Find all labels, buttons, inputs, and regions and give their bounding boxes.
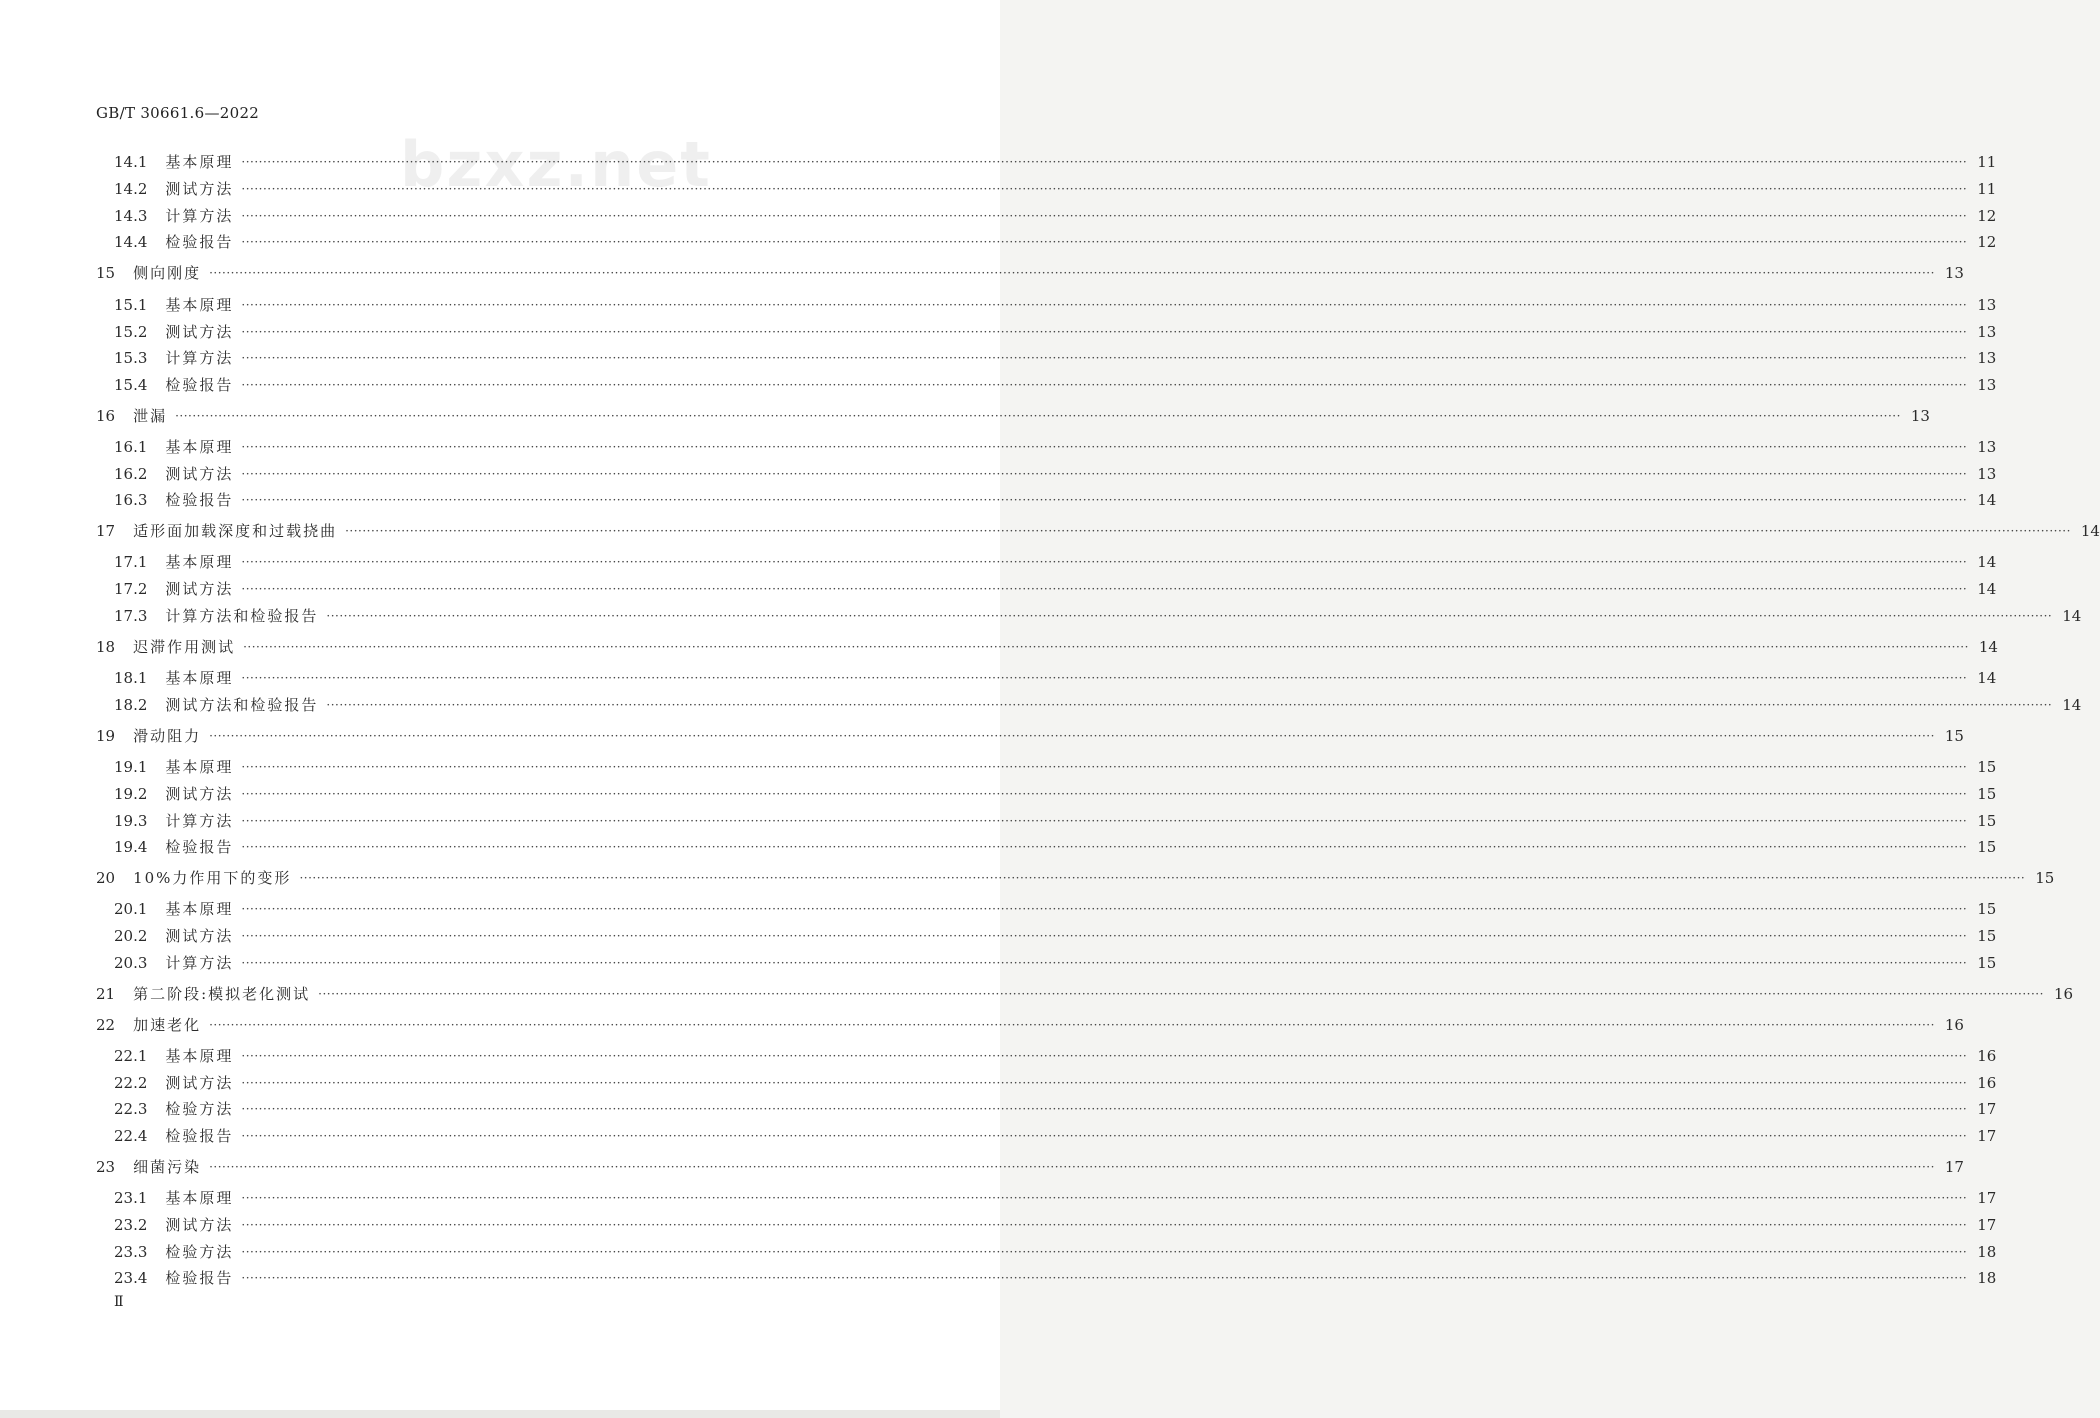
toc-entry[interactable] [96,636,1998,658]
toc-entry-number: 22.1 [114,1047,148,1065]
toc-entry-title: 测试方法 [165,1216,234,1234]
toc-entry-page-number: 15 [1944,727,1964,745]
toc-entry[interactable] [114,231,1997,253]
toc-dot-leader: ················································································································································································································································································································································································································ [241,840,1968,854]
toc-entry[interactable] [114,1098,1997,1120]
toc-entry-number: 23.4 [114,1269,148,1287]
toc-dot-leader: ················································································································································································································································································································································································································ [241,1102,1968,1116]
toc-entry-number: 15 [96,264,116,282]
toc-entry-title: 适形面加载深度和过载挠曲 [133,522,338,540]
toc-entry[interactable] [114,374,1997,396]
toc-dot-leader: ················································································································································································································································································································································································································ [241,209,1968,223]
toc-entry-page-number: 15 [1977,785,1997,803]
toc-entry-page-number: 17 [1977,1127,1997,1145]
toc-entry[interactable] [114,1045,1997,1067]
toc-dot-leader: ················································································································································································································································································································································································································ [318,987,2044,1001]
toc-entry[interactable] [96,867,2055,889]
toc-entry-number: 23.2 [114,1216,148,1234]
toc-entry-page-number: 14 [1977,669,1997,687]
toc-entry-title: 测试方法 [165,927,234,945]
toc-dot-leader: ················································································································································································································································································································································································································ [241,1129,1968,1143]
toc-entry[interactable] [114,436,1997,458]
toc-entry-page-number: 14 [1977,553,1997,571]
toc-dot-leader: ················································································································································································································································································································································································································ [241,1271,1968,1285]
toc-entry-number: 14.2 [114,180,148,198]
toc-entry[interactable] [114,756,1997,778]
toc-dot-leader: ················································································································································································································································································································································································································ [241,1076,1968,1090]
toc-entry[interactable] [114,925,1997,947]
toc-entry-title: 计算方法和检验报告 [165,607,319,625]
toc-entry[interactable] [114,489,1997,511]
toc-entry[interactable] [96,1014,1964,1036]
toc-entry-title: 检验报告 [165,838,234,856]
toc-entry-page-number: 17 [1977,1216,1997,1234]
toc-entry-title: 细菌污染 [133,1158,202,1176]
toc-entry[interactable] [114,1241,1997,1263]
toc-dot-leader: ················································································································································································································································································································································································································ [241,582,1968,596]
toc-entry-page-number: 15 [1977,900,1997,918]
toc-entry-page-number: 13 [1910,407,1930,425]
toc-entry-number: 20.2 [114,927,148,945]
toc-dot-leader: ················································································································································································································································································································································································································ [175,409,1901,423]
toc-entry-title: 基本原理 [165,900,234,918]
toc-entry-title: 测试方法 [165,1074,234,1092]
toc-dot-leader: ················································································································································································································································································································································································································ [241,760,1968,774]
toc-entry-page-number: 13 [1977,323,1997,341]
toc-dot-leader: ················································································································································································································································································································································································································ [241,902,1968,916]
watermark-text: bzxz.net [400,128,712,201]
toc-entry-number: 17.2 [114,580,148,598]
toc-entry-page-number: 17 [1977,1189,1997,1207]
toc-entry[interactable] [114,898,1997,920]
toc-entry-title: 迟滞作用测试 [133,638,236,656]
toc-dot-leader: ················································································································································································································································································································································································································ [241,956,1968,970]
toc-entry[interactable] [114,1214,1997,1236]
toc-entry-page-number: 13 [1977,376,1997,394]
toc-entry-number: 15.1 [114,296,148,314]
toc-entry[interactable] [114,551,1997,573]
toc-entry[interactable] [114,578,1997,600]
toc-entry-number: 14.3 [114,207,148,225]
toc-entry-page-number: 15 [1977,812,1997,830]
toc-entry-number: 16.2 [114,465,148,483]
toc-dot-leader: ················································································································································································································································································································································································································ [241,440,1968,454]
toc-dot-leader: ················································································································································································································································································································································································································ [241,1049,1968,1063]
toc-entry-number: 20.3 [114,954,148,972]
toc-entry-number: 16.1 [114,438,148,456]
toc-entry-page-number: 14 [1977,491,1997,509]
toc-dot-leader: ················································································································································································································································································································································································································ [345,524,2071,538]
toc-entry-title: 检验报告 [165,376,234,394]
toc-entry-title: 滑动阻力 [133,727,202,745]
toc-entry[interactable] [114,321,1997,343]
toc-entry-number: 14.1 [114,153,148,171]
toc-entry-title: 基本原理 [165,553,234,571]
toc-entry-number: 18.1 [114,669,148,687]
toc-entry-title: 测试方法 [165,785,234,803]
toc-entry-number: 22.3 [114,1100,148,1118]
toc-dot-leader: ················································································································································································································································································································································································································ [209,729,1935,743]
toc-entry-page-number: 13 [1977,349,1997,367]
toc-dot-leader: ················································································································································································································································································································································································································ [209,266,1935,280]
toc-entry-number: 19.1 [114,758,148,776]
page-bottom-edge [0,1410,1000,1418]
toc-entry[interactable] [114,151,1997,173]
toc-dot-leader: ················································································································································································································································································································································································································ [299,871,2026,885]
toc-entry-page-number: 15 [1977,758,1997,776]
toc-entry-page-number: 14 [2062,696,2082,714]
toc-dot-leader: ················································································································································································································································································································································································································ [241,671,1968,685]
toc-entry[interactable] [114,836,1997,858]
toc-entry-page-number: 17 [1944,1158,1964,1176]
toc-entry-number: 16.3 [114,491,148,509]
page-number-footer: Ⅱ [114,1294,124,1310]
toc-entry-page-number: 11 [1977,180,1997,198]
toc-entry-number: 19.2 [114,785,148,803]
toc-dot-leader: ················································································································································································································································································································································································································ [243,640,1969,654]
toc-entry[interactable] [114,463,1997,485]
toc-entry[interactable] [96,262,1964,284]
toc-entry[interactable] [114,667,1997,689]
toc-entry-page-number: 14 [1977,580,1997,598]
toc-entry-number: 21 [96,985,116,1003]
toc-entry-title: 侧向刚度 [133,264,202,282]
toc-entry-title: 泄漏 [133,407,168,425]
toc-entry-number: 19.3 [114,812,148,830]
toc-dot-leader: ················································································································································································································································································································································································································ [241,351,1968,365]
toc-dot-leader: ················································································································································································································································································································································································································ [241,1191,1968,1205]
toc-entry-title: 计算方法 [165,207,234,225]
toc-entry-number: 22.2 [114,1074,148,1092]
toc-entry-page-number: 14 [2062,607,2082,625]
toc-entry[interactable] [114,1072,1997,1094]
toc-entry-number: 18 [96,638,116,656]
toc-dot-leader: ················································································································································································································································································································································································································ [241,155,1968,169]
toc-entry-title: 计算方法 [165,812,234,830]
toc-entry[interactable] [114,178,1997,200]
toc-entry-title: 检验方法 [165,1243,234,1261]
toc-entry[interactable] [114,810,1997,832]
toc-entry-title: 基本原理 [165,296,234,314]
toc-entry-number: 19.4 [114,838,148,856]
toc-entry-title: 测试方法 [165,465,234,483]
toc-entry[interactable] [114,1187,1997,1209]
toc-dot-leader: ················································································································································································································································································································································································································ [241,493,1968,507]
standard-number-header: GB/T 30661.6—2022 [96,104,260,122]
toc-entry-page-number: 13 [1944,264,1964,282]
toc-entry-title: 测试方法 [165,580,234,598]
toc-dot-leader: ················································································································································································································································································································································································································ [241,787,1968,801]
toc-dot-leader: ················································································································································································································································································································································································································ [241,182,1968,196]
toc-dot-leader: ················································································································································································································································································································································································································ [241,1245,1968,1259]
toc-dot-leader: ················································································································································································································································································································································································································ [326,698,2053,712]
toc-entry[interactable] [114,294,1997,316]
toc-entry-page-number: 14 [1978,638,1998,656]
toc-entry-number: 16 [96,407,116,425]
toc-entry[interactable] [114,783,1997,805]
toc-dot-leader: ················································································································································································································································································································································································································ [241,467,1968,481]
toc-entry-number: 17 [96,522,116,540]
toc-entry-page-number: 11 [1977,153,1997,171]
toc-entry-page-number: 16 [2053,985,2074,1003]
toc-entry[interactable] [114,205,1997,227]
toc-entry-number: 15.2 [114,323,148,341]
toc-entry-number: 15.3 [114,349,148,367]
toc-dot-leader: ················································································································································································································································································································································································································ [241,298,1968,312]
toc-entry-title: 检验报告 [165,1269,234,1287]
toc-entry[interactable] [96,725,1964,747]
toc-dot-leader: ················································································································································································································································································································································································································ [241,378,1968,392]
toc-entry-number: 15.4 [114,376,148,394]
toc-entry-page-number: 14 [2080,522,2100,540]
toc-entry-title: 检验报告 [165,233,234,251]
toc-entry-title: 基本原理 [165,1189,234,1207]
toc-entry-page-number: 15 [1977,954,1997,972]
toc-entry-title: 基本原理 [165,1047,234,1065]
toc-entry[interactable] [114,952,1997,974]
toc-entry-number: 20.1 [114,900,148,918]
toc-dot-leader: ················································································································································································································································································································································································································ [209,1018,1935,1032]
toc-entry-number: 20 [96,869,116,887]
toc-entry-number: 22 [96,1016,116,1034]
toc-dot-leader: ················································································································································································································································································································································································································ [241,325,1968,339]
toc-entry-number: 19 [96,727,116,745]
toc-entry-title: 第二阶段:模拟老化测试 [133,985,311,1003]
toc-entry-page-number: 17 [1977,1100,1997,1118]
toc-dot-leader: ················································································································································································································································································································································································································ [326,609,2053,623]
toc-entry-page-number: 16 [1944,1016,1964,1034]
toc-entry-number: 22.4 [114,1127,148,1145]
toc-entry-page-number: 15 [1977,927,1997,945]
toc-entry-title: 计算方法 [165,349,234,367]
toc-entry[interactable] [96,1156,1964,1178]
toc-entry-title: 测试方法 [165,180,234,198]
toc-entry-title: 基本原理 [165,758,234,776]
toc-entry-title: 检验报告 [165,1127,234,1145]
toc-entry-page-number: 13 [1977,465,1997,483]
toc-entry-number: 18.2 [114,696,148,714]
toc-entry-title: 基本原理 [165,438,234,456]
toc-entry-number: 14.4 [114,233,148,251]
toc-entry-title: 10%力作用下的变形 [133,869,292,887]
toc-entry[interactable] [114,605,2082,627]
toc-entry-title: 测试方法和检验报告 [165,696,319,714]
toc-entry-number: 17.3 [114,607,148,625]
toc-entry-page-number: 12 [1977,233,1997,251]
toc-entry-title: 测试方法 [165,323,234,341]
toc-entry[interactable] [114,1125,1997,1147]
toc-entry[interactable] [96,983,2074,1005]
toc-entry-page-number: 15 [1977,838,1997,856]
toc-entry[interactable] [114,1267,1997,1289]
toc-entry[interactable] [96,520,2100,542]
toc-entry-number: 23.1 [114,1189,148,1207]
toc-entry-page-number: 13 [1977,296,1997,314]
toc-dot-leader: ················································································································································································································································································································································································································ [241,929,1968,943]
toc-entry-title: 检验报告 [165,491,234,509]
toc-dot-leader: ················································································································································································································································································································································································································ [209,1160,1935,1174]
toc-entry-title: 基本原理 [165,153,234,171]
toc-entry-title: 基本原理 [165,669,234,687]
toc-entry-page-number: 16 [1977,1047,1997,1065]
toc-entry-number: 17.1 [114,553,148,571]
toc-entry-number: 23.3 [114,1243,148,1261]
toc-entry-title: 加速老化 [133,1016,202,1034]
toc-entry-page-number: 18 [1977,1243,1997,1261]
toc-dot-leader: ················································································································································································································································································································································································································ [241,555,1968,569]
toc-entry-page-number: 18 [1977,1269,1997,1287]
toc-entry[interactable] [114,347,1997,369]
toc-entry-page-number: 15 [2035,869,2055,887]
toc-dot-leader: ················································································································································································································································································································································································································ [241,235,1968,249]
toc-entry-number: 23 [96,1158,116,1176]
toc-entry-page-number: 13 [1977,438,1997,456]
toc-entry-page-number: 16 [1977,1074,1997,1092]
toc-entry-title: 计算方法 [165,954,234,972]
toc-entry[interactable] [96,405,1930,427]
toc-entry-title: 检验方法 [165,1100,234,1118]
toc-entry-page-number: 12 [1977,207,1997,225]
toc-dot-leader: ················································································································································································································································································································································································································ [241,814,1968,828]
toc-entry[interactable] [114,694,2082,716]
toc-dot-leader: ················································································································································································································································································································································································································ [241,1218,1968,1232]
